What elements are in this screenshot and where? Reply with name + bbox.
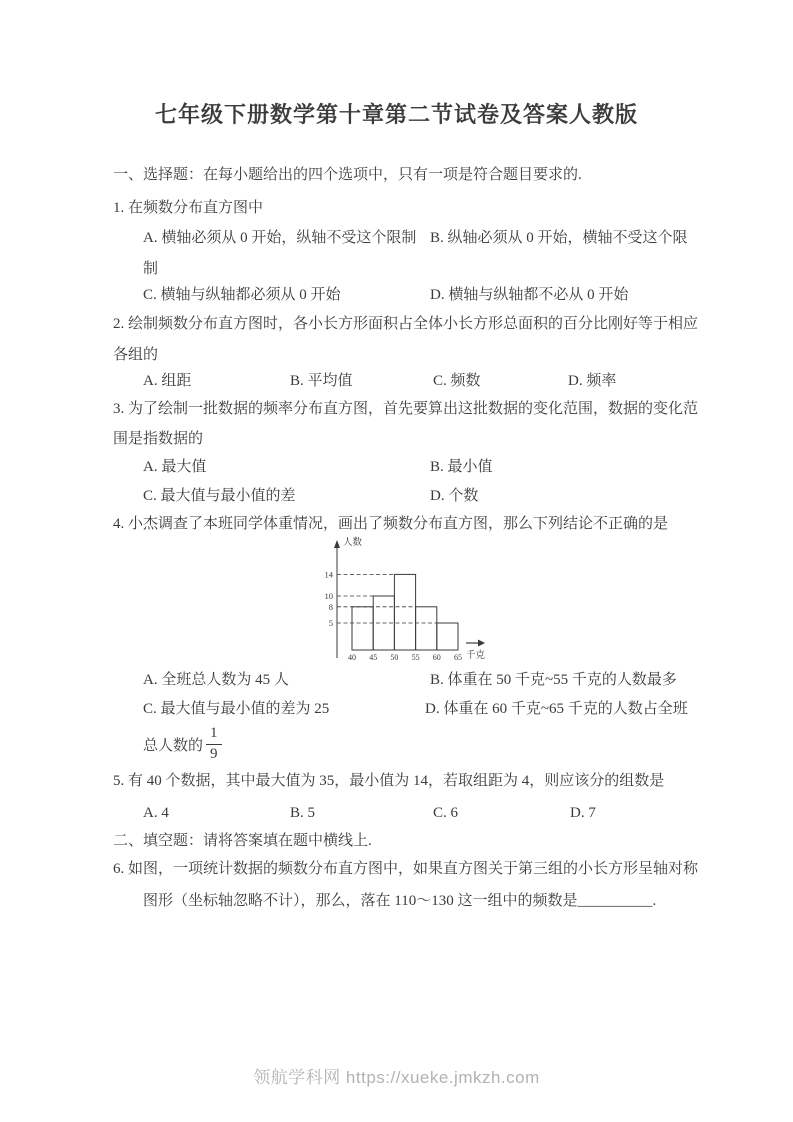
q6-stem-line2: 图形（坐标轴忽略不计），那么，落在 110～130 这一组中的频数是__________. bbox=[143, 893, 657, 909]
q2-option-a: A. 组距 bbox=[143, 373, 192, 389]
fraction-one-ninth bbox=[206, 725, 222, 763]
q1-option-b: B. 纵轴必须从 0 开始，横轴不受这个限 bbox=[430, 230, 688, 246]
q1-option-a: A. 横轴必须从 0 开始，纵轴不受这个限制 bbox=[143, 230, 417, 246]
section-one-heading: 一、选择题：在每小题给出的四个选项中，只有一项是符合题目要求的. bbox=[113, 167, 582, 183]
q5-option-b: B. 5 bbox=[290, 805, 316, 821]
q4-option-d: D. 体重在 60 千克~65 千克的人数占全班 bbox=[425, 701, 688, 717]
svg-text:8: 8 bbox=[328, 601, 333, 612]
q2-option-d: D. 频率 bbox=[568, 373, 617, 389]
q5-option-a: A. 4 bbox=[143, 805, 169, 821]
q1-option-b-continuation: 制 bbox=[143, 261, 159, 277]
footer-site-text: 领航学科网 https://xueke.jmkzh.com bbox=[253, 1068, 540, 1087]
q2-stem-line2: 各组的 bbox=[113, 347, 159, 363]
q2-option-c: C. 频数 bbox=[433, 373, 481, 389]
q5-option-c: C. 6 bbox=[433, 805, 459, 821]
svg-text:60: 60 bbox=[432, 653, 441, 662]
page-title: 七年级下册数学第十章第二节试卷及答案人教版 bbox=[154, 102, 638, 127]
q5-stem: 5. 有 40 个数据，其中最大值为 35，最小值为 14，若取组距为 4，则应该分的组数是 bbox=[113, 773, 665, 789]
q3-option-b: B. 最小值 bbox=[430, 459, 493, 475]
section-two-heading: 二、填空题：请将答案填在题中横线上. bbox=[113, 833, 372, 849]
svg-text:千克: 千克 bbox=[466, 651, 486, 661]
q4-option-d-continuation bbox=[143, 720, 222, 768]
svg-text:65: 65 bbox=[454, 653, 462, 662]
q4-option-c: C. 最大值与最小值的差为 25 bbox=[143, 701, 330, 717]
svg-text:人数: 人数 bbox=[343, 538, 363, 548]
q4-option-b: B. 体重在 50 千克~55 千克的人数最多 bbox=[430, 672, 677, 688]
svg-text:50: 50 bbox=[390, 653, 399, 662]
q3-option-a: A. 最大值 bbox=[143, 459, 207, 475]
svg-text:5: 5 bbox=[328, 618, 333, 628]
q1-stem: 1. 在频数分布直方图中 bbox=[113, 200, 264, 216]
histogram-svg bbox=[318, 532, 498, 664]
svg-text:55: 55 bbox=[411, 653, 420, 662]
q6-stem-line1: 6. 如图，一项统计数据的频数分布直方图中，如果直方图关于第三组的小长方形呈轴对称 bbox=[113, 861, 699, 877]
q1-option-c: C. 横轴与纵轴都必须从 0 开始 bbox=[143, 287, 341, 303]
q3-option-c: C. 最大值与最小值的差 bbox=[143, 488, 296, 504]
q3-stem-line1: 3. 为了绘制一批数据的频率分布直方图，首先要算出这批数据的变化范围，数据的变化范 bbox=[113, 401, 699, 417]
fraction-numerator: 1 bbox=[206, 725, 222, 744]
svg-text:10: 10 bbox=[324, 591, 333, 601]
q3-stem-line2: 围是指数据的 bbox=[113, 431, 204, 447]
q1-option-d: D. 横轴与纵轴都不必从 0 开始 bbox=[430, 287, 629, 303]
q2-option-b: B. 平均值 bbox=[290, 373, 353, 389]
svg-text:45: 45 bbox=[369, 653, 378, 662]
q4-option-d-continuation-text: 总人数的 bbox=[143, 737, 204, 754]
svg-text:40: 40 bbox=[348, 653, 356, 662]
q4-option-a: A. 全班总人数为 45 人 bbox=[143, 672, 289, 688]
svg-text:14: 14 bbox=[324, 569, 333, 580]
q2-stem-line1: 2. 绘制频数分布直方图时，各小长方形面积占全体小长方形总面积的百分比刚好等于相应 bbox=[113, 316, 699, 332]
weight-histogram bbox=[318, 532, 498, 664]
q5-option-d: D. 7 bbox=[570, 805, 596, 821]
q3-option-d: D. 个数 bbox=[430, 488, 479, 504]
q4-stem: 4. 小杰调查了本班同学体重情况，画出了频数分布直方图，那么下列结论不正确的是 bbox=[113, 516, 669, 532]
fraction-denominator: 9 bbox=[210, 745, 218, 762]
